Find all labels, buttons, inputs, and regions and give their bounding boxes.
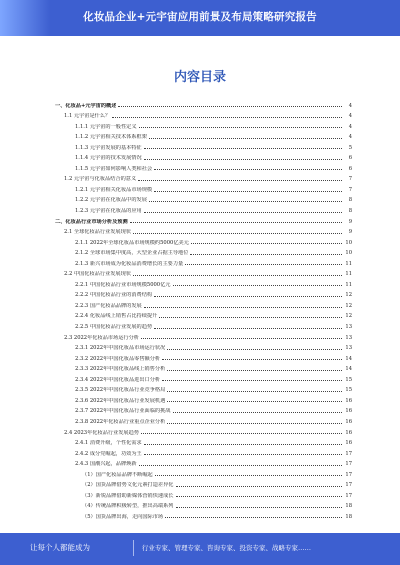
toc-leader-dots (144, 159, 342, 160)
toc-leader-dots (165, 517, 342, 518)
toc-entry-page: 16 (345, 408, 352, 415)
toc-entry-label: 1.1.4 元宇宙的技术发展情况 (75, 155, 142, 162)
toc-entry[interactable] (55, 193, 352, 204)
toc-leader-dots (133, 233, 342, 234)
toc-leader-dots (173, 412, 343, 413)
toc-entry[interactable] (55, 446, 352, 457)
toc-entry-label: （1）国产化妆品品牌不断崛起 (82, 471, 153, 478)
toc-entry[interactable] (55, 341, 352, 352)
toc-leader-dots (133, 275, 342, 276)
toc-entry-label: 1.1.2 元宇宙相关技术体系框架 (75, 134, 147, 141)
toc-entry-label: 2.2.4 化妆品线上销售占比持续提升 (75, 313, 158, 320)
toc-entry-page: 9 (348, 229, 352, 236)
toc-entry-page: 8 (348, 197, 352, 204)
toc-entry-label: 2.4.2 成分党崛起，功效为王 (75, 450, 142, 457)
toc-entry[interactable] (55, 372, 352, 383)
toc-entry[interactable] (55, 214, 352, 225)
toc-entry[interactable] (55, 235, 352, 246)
toc-entry[interactable] (55, 404, 352, 415)
toc-entry[interactable] (55, 256, 352, 267)
toc-entry-label: 2.3.4 2022年中国化妆品进出口分析 (75, 376, 161, 383)
toc-entry[interactable] (55, 467, 352, 478)
toc-entry[interactable] (55, 203, 352, 214)
toc-entry-label: 1.1 元宇宙是什么？ (64, 113, 111, 120)
toc-leader-dots (144, 307, 342, 308)
toc-leader-dots (167, 370, 342, 371)
toc-leader-dots (144, 212, 342, 213)
toc-entry[interactable] (55, 362, 352, 373)
toc-entry-page: 17 (345, 461, 352, 468)
toc-entry-page: 12 (345, 313, 352, 320)
toc-leader-dots (176, 507, 343, 508)
toc-entry[interactable] (55, 488, 352, 499)
toc-entry-page: 4 (348, 102, 352, 109)
toc-entry-page: 17 (345, 450, 352, 457)
toc-entry-label: 一、化妆品+元宇宙的概述 (55, 102, 117, 109)
toc-leader-dots (167, 401, 342, 402)
toc-leader-dots (185, 264, 342, 265)
footer-bar (0, 533, 400, 565)
toc-entry-page: 14 (345, 366, 352, 373)
toc-entry[interactable] (55, 288, 352, 299)
toc-entry[interactable] (55, 436, 352, 447)
toc-entry-label: 1.1.5 元宇宙如何影响人类和社会 (75, 165, 153, 172)
toc-entry-page: 8 (348, 208, 352, 215)
toc-leader-dots (112, 117, 342, 118)
toc-entry-label: 2.1 全球化妆品行业发展现状 (64, 229, 131, 236)
toc-entry[interactable] (55, 130, 352, 141)
toc-entry-page: 6 (348, 165, 352, 172)
toc-entry-page: 4 (348, 134, 352, 141)
toc-entry-page: 16 (345, 397, 352, 404)
toc-leader-dots (130, 222, 342, 223)
toc-entry-page: 9 (348, 218, 352, 225)
toc-entry-label: 2.1.1 2022年全球化妆品市场规模约5000亿美元 (75, 239, 189, 246)
toc-leader-dots (190, 254, 342, 255)
toc-leader-dots (144, 454, 342, 455)
toc-leader-dots (154, 328, 342, 329)
toc-entry-label: 2.2.5 中国化妆品行业发展的趋势 (75, 324, 153, 331)
toc-entry-page: 13 (345, 334, 352, 341)
toc-entry[interactable] (55, 172, 352, 183)
toc-leader-dots (162, 359, 342, 360)
toc-leader-dots (141, 338, 342, 339)
toc-leader-dots (139, 127, 342, 128)
toc-leader-dots (154, 191, 342, 192)
toc-entry-page: 14 (345, 355, 352, 362)
toc-leader-dots (159, 317, 342, 318)
toc-entry-page: 12 (345, 302, 352, 309)
toc-entry-label: 1.2.3 元宇宙在化妆品的应用 (75, 208, 142, 215)
toc-entry-page: 7 (348, 186, 352, 193)
toc-leader-dots (176, 486, 343, 487)
toc-entry[interactable] (55, 414, 352, 425)
toc-entry-label: 2.4.3 国潮兴起，品牌焕新 (75, 461, 137, 468)
toc-entry[interactable] (55, 509, 352, 520)
toc-entry[interactable] (55, 330, 352, 341)
toc-entry[interactable] (55, 98, 352, 109)
toc-entry[interactable] (55, 119, 352, 130)
toc-entry-label: 2.3.1 2022年中国化妆品市场运行状况 (75, 345, 166, 352)
toc-entry-page: 17 (345, 471, 352, 478)
toc-entry-page: 13 (345, 324, 352, 331)
toc-entry-page: 12 (345, 292, 352, 299)
toc-entry-page: 4 (348, 123, 352, 130)
toc-entry-page: 17 (345, 492, 352, 499)
toc-entry-label: 2.2.1 中国化妆品行业市场规模5000亿元 (75, 281, 171, 288)
footer-divider (133, 540, 134, 556)
toc-entry[interactable] (55, 393, 352, 404)
toc-entry[interactable] (55, 161, 352, 172)
toc-entry-label: 二、化妆品行业市场分析及预测 (55, 218, 128, 225)
toc-entry-label: 2.2.2 中国化妆品行业的消费结构 (75, 292, 153, 299)
toc-entry-label: 2.3.6 2022年中国化妆品行业发展机遇 (75, 397, 166, 404)
toc-entry-label: 2.4 2023年化妆品行业发展趋势 (64, 429, 139, 436)
toc-entry[interactable] (55, 351, 352, 362)
toc-entry-label: 1.1.3 元宇宙发展的基本特征 (75, 144, 142, 151)
toc-entry[interactable] (55, 457, 352, 468)
toc-entry-page: 16 (345, 418, 352, 425)
toc-leader-dots (144, 444, 342, 445)
toc-entry-page: 11 (345, 260, 352, 267)
toc-leader-dots (155, 475, 342, 476)
toc-entry-page: 18 (345, 513, 352, 520)
toc-leader-dots (149, 138, 342, 139)
toc-entry[interactable] (55, 151, 352, 162)
toc-entry[interactable] (55, 383, 352, 394)
toc-entry-page: 7 (348, 176, 352, 183)
toc-entry[interactable] (55, 298, 352, 309)
toc-entry-label: 2.3.3 2022年中国化妆品线上销售分析 (75, 366, 166, 373)
toc-entry-page: 15 (345, 387, 352, 394)
toc-entry[interactable] (55, 109, 352, 120)
toc-entry-label: （5）国货品牌出海，走向国际市场 (82, 513, 164, 520)
toc-entry-label: （3）新锐品牌借助新媒体营销快速成长 (82, 492, 174, 499)
toc-entry-page: 10 (345, 250, 352, 257)
toc-entry-page: 11 (345, 271, 352, 278)
toc-entry[interactable] (55, 319, 352, 330)
toc-entry-page: 17 (345, 482, 352, 489)
toc-leader-dots (154, 296, 342, 297)
toc-entry-label: 2.3.7 2022年中国化妆品行业面临的挑战 (75, 408, 171, 415)
toc-entry-page: 16 (345, 429, 352, 436)
toc-entry-label: 2.3 2022年化妆品市场运行分析 (64, 334, 139, 341)
toc-entry-page: 18 (345, 503, 352, 510)
toc-leader-dots (167, 423, 342, 424)
toc-leader-dots (162, 380, 342, 381)
toc-entry[interactable] (55, 425, 352, 436)
toc-entry[interactable] (55, 277, 352, 288)
toc-leader-dots (149, 201, 342, 202)
toc-entry[interactable] (55, 225, 352, 236)
toc-entry-label: 2.1.2 全球市场集中度高，大型企业占据主导地位 (75, 250, 189, 257)
toc-entry-page: 10 (345, 239, 352, 246)
toc-entry-label: 2.3.2 2022年中国化妆品零售额分析 (75, 355, 161, 362)
toc-entry-page: 4 (348, 113, 352, 120)
table-of-contents (55, 98, 352, 520)
toc-entry-page: 15 (345, 376, 352, 383)
toc-leader-dots (191, 243, 342, 244)
toc-leader-dots (139, 465, 342, 466)
toc-entry[interactable] (55, 499, 352, 510)
toc-entry[interactable] (55, 246, 352, 257)
toc-entry-label: 2.4.1 消费升级，个性化需求 (75, 440, 142, 447)
toc-entry[interactable] (55, 267, 352, 278)
toc-leader-dots (176, 496, 343, 497)
report-title: 化妆品企业+元宇宙应用前景及布局策略研究报告 (83, 11, 317, 23)
toc-entry[interactable] (55, 309, 352, 320)
toc-leader-dots (173, 285, 343, 286)
footer-roles: 行业专家、管理专家、咨询专家、投资专家、战略专家…… (142, 544, 311, 552)
toc-entry-label: 2.3.8 2022年化妆品行业重点企业分析 (75, 418, 166, 425)
footer-slogan: 让每个人都能成为 (30, 543, 90, 552)
toc-entry-page: 13 (345, 345, 352, 352)
toc-entry-label: 1.2 元宇宙与化妆品结合的意义 (64, 176, 137, 183)
toc-entry-page: 16 (345, 440, 352, 447)
toc-entry-label: 2.3.5 2022年中国化妆品行业竞争格局 (75, 387, 166, 394)
toc-entry[interactable] (55, 478, 352, 489)
toc-leader-dots (154, 169, 342, 170)
toc-entry-label: （4）传统品牌积极转型，推出高端系列 (82, 503, 174, 510)
toc-entry-page: 5 (348, 144, 352, 151)
header-banner (0, 0, 400, 36)
toc-entry-label: 1.2.2 元宇宙在化妆品中的发展 (75, 197, 147, 204)
toc-entry-label: 2.1.3 新兴市场成为化妆品消费增长的主要力量 (75, 260, 184, 267)
toc-heading: 内容目录 (173, 70, 226, 85)
toc-entry-page: 6 (348, 155, 352, 162)
toc-entry-page: 11 (345, 281, 352, 288)
toc-entry[interactable] (55, 140, 352, 151)
toc-leader-dots (167, 391, 342, 392)
toc-entry[interactable] (55, 182, 352, 193)
toc-entry-label: 1.2.1 元宇宙相关化妆品市场规模 (75, 186, 153, 193)
toc-leader-dots (138, 180, 342, 181)
toc-entry-label: 2.2.3 国产化妆品品牌的发展 (75, 302, 142, 309)
toc-leader-dots (141, 433, 342, 434)
toc-entry-label: （2）国货品牌借势文化元素打造差异化 (82, 482, 174, 489)
toc-entry-label: 2.2 中国化妆品行业发展现状 (64, 271, 131, 278)
toc-leader-dots (118, 106, 342, 107)
toc-leader-dots (167, 349, 342, 350)
toc-leader-dots (144, 148, 342, 149)
toc-entry-label: 1.1.1 元宇宙的一般性定义 (75, 123, 137, 130)
